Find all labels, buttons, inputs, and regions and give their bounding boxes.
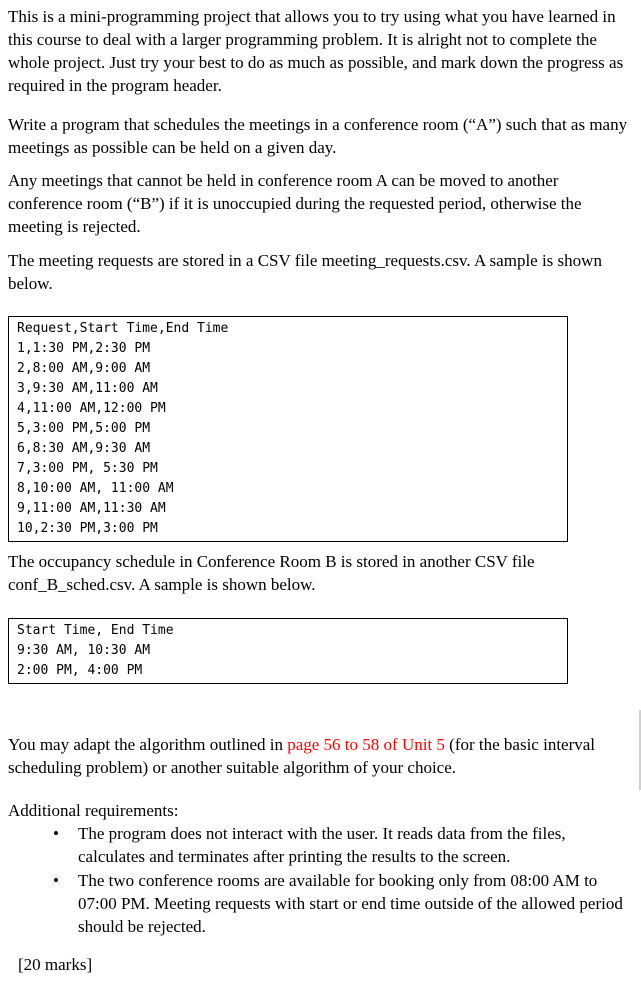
- algorithm-paragraph: [8, 733, 636, 779]
- list-item: [8, 822, 636, 868]
- unit-reference-link[interactable]: page 56 to 58 of Unit 5: [287, 735, 445, 754]
- csv-line: Start Time, End Time: [17, 623, 174, 638]
- intro-paragraph: This is a mini-programming project that allows you to try using what you have learned in this course to deal with a larger programming problem. It is alright not to complete the whole project. Just try your best to do as much as possible, and mark down the progress as required in the program header.: [8, 7, 624, 95]
- additional-requirements-heading: Additional requirements:: [8, 801, 179, 820]
- requirements-list: [8, 822, 636, 939]
- marks-label: [20 marks]: [18, 955, 93, 974]
- csv-line: 8,10:00 AM, 11:00 AM: [17, 481, 174, 496]
- room-b-file-paragraph: The occupancy schedule in Conference Room B is stored in another CSV file conf_B_sched.csv. A sample is shown below.: [8, 552, 535, 594]
- requests-csv-block: [8, 316, 568, 542]
- room-b-paragraph: Any meetings that cannot be held in conference room A can be moved to another conference room (“B”) if it is unoccupied during the requested period, otherwise the meeting is rejected.: [8, 171, 582, 236]
- csv-line: 5,3:00 PM,5:00 PM: [17, 421, 151, 436]
- room-b-csv-block: [8, 618, 568, 684]
- list-item-text: The two conference rooms are available for booking only from 08:00 AM to 07:00 PM. Meeting requests with start or end time outside of the allowed period should be rejected.: [78, 871, 623, 936]
- csv-line: 4,11:00 AM,12:00 PM: [17, 401, 166, 416]
- csv-line: Request,Start Time,End Time: [17, 321, 229, 336]
- requests-file-paragraph: The meeting requests are stored in a CSV file meeting_requests.csv. A sample is shown below.: [8, 251, 602, 293]
- csv-line: 7,3:00 PM, 5:30 PM: [17, 461, 158, 476]
- csv-line: 2,8:00 AM,9:00 AM: [17, 361, 151, 376]
- list-item: [8, 869, 636, 938]
- csv-line: 2:00 PM, 4:00 PM: [17, 663, 143, 678]
- csv-line: 10,2:30 PM,3:00 PM: [17, 521, 158, 536]
- bullet-icon: •: [53, 871, 59, 890]
- algorithm-text-after: (for the basic interval scheduling problem) or another suitable algorithm of your choice.: [8, 735, 596, 777]
- bullet-icon: •: [53, 824, 59, 843]
- csv-line: 3,9:30 AM,11:00 AM: [17, 381, 158, 396]
- task-paragraph: Write a program that schedules the meetings in a conference room (“A”) such that as many meetings as possible can be held on a given day.: [8, 115, 628, 157]
- csv-line: 1,1:30 PM,2:30 PM: [17, 341, 151, 356]
- csv-line: 6,8:30 AM,9:30 AM: [17, 441, 151, 456]
- algorithm-text-before: You may adapt the algorithm outlined in: [8, 735, 288, 754]
- csv-line: 9:30 AM, 10:30 AM: [17, 643, 151, 658]
- list-item-text: The program does not interact with the user. It reads data from the files, calculates and terminates after printing the results to the screen.: [78, 824, 566, 866]
- csv-line: 9,11:00 AM,11:30 AM: [17, 501, 166, 516]
